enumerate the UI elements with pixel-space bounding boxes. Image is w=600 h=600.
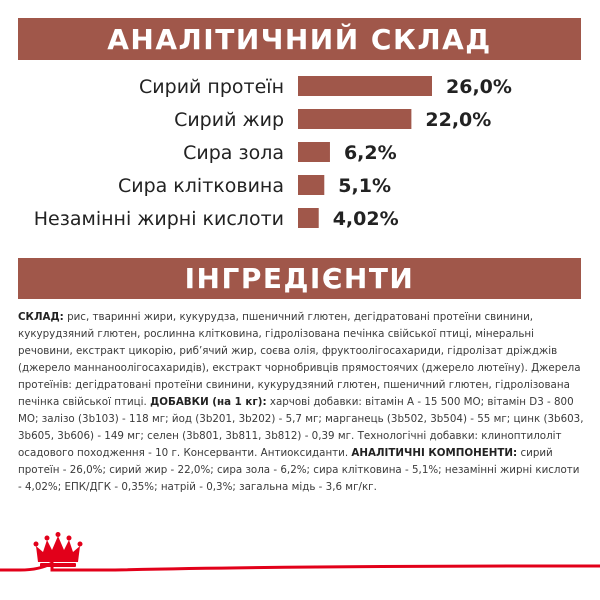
category-label: Сира клітковина: [117, 175, 284, 197]
data-bar: [298, 142, 330, 162]
footer-red-wave: [0, 563, 600, 570]
analysis-title-banner: [18, 18, 581, 60]
value-label: 26,0%: [446, 76, 512, 98]
nutrient-bar-chart: [0, 64, 600, 244]
additives-text: харчові добавки: вітамін A - 15 500 МО; вітамін D3 - 800 МО; залізо (3b103) - 118 мг; йод (3b201, 3b202) - 5,7 мг; марганець (3b502, 3b504) - 55 мг; цинк (3b603, 3b605, 3b606) - 149 мг; селен (3b801, 3b811, 3b812) - 0,39 мг. Технологічні добавки: клиноптилоліт осадового походження - 10 г. Консерванти. Антиоксиданти.: [18, 396, 584, 459]
value-label: 5,1%: [338, 175, 391, 197]
footer-decoration: [0, 530, 600, 600]
ingredients-text: [18, 309, 584, 496]
data-bar: [298, 175, 324, 195]
category-label: Незамінні жирні кислоти: [33, 208, 284, 230]
composition-label: СКЛАД:: [18, 311, 64, 323]
category-label: Сирий протеїн: [139, 76, 284, 98]
data-bar: [298, 208, 319, 228]
data-bar: [298, 109, 411, 129]
analytical-components-label: АНАЛІТИЧНІ КОМПОНЕНТИ:: [351, 447, 518, 459]
ingredients-title-banner: [18, 258, 581, 299]
additives-label: ДОБАВКИ (на 1 кг):: [150, 396, 267, 408]
value-label: 6,2%: [343, 142, 397, 164]
data-bar: [298, 76, 432, 96]
analytical-components-text: сирий протеїн - 26,0%; сирий жир - 22,0%; сира зола - 6,2%; сира клітковина - 5,1%; незамінні жирні кислоти - 4,02%; ЕПК/ДГК - 0,35%; натрій - 0,3%; загальна мідь - 3,6 мг/кг.: [18, 447, 580, 493]
analysis-title: АНАЛІТИЧНИЙ СКЛАД: [107, 22, 492, 56]
value-label: 4,02%: [332, 208, 399, 230]
value-label: 22,0%: [425, 109, 492, 131]
royal-crown-icon: [34, 532, 83, 567]
ingredients-title: ІНГРЕДІЄНТИ: [184, 262, 415, 295]
composition-text: рис, тваринні жири, кукурудза, пшеничний глютен, дегідратовані протеїни свинини, кукурудзяний глютен, рослинна клітковина, гідролізована печінка свійської птиці, мінеральні речовини, екстракт цикорію, риб’ячий жир, соєва олія, фруктоолігосахариди, гідролізат дріжджів (джерело маннаноолігосахаридів), екстракт чорнобривців прямостоячих (джерело лютеїну). Джерела протеїнів: дегідратовані протеїни свинини, кукурудзяний глютен, пшеничний глютен, гідролізована печінка свійської птиці.: [18, 311, 581, 408]
category-label: Сирий жир: [174, 109, 284, 131]
category-label: Сира зола: [183, 142, 284, 164]
